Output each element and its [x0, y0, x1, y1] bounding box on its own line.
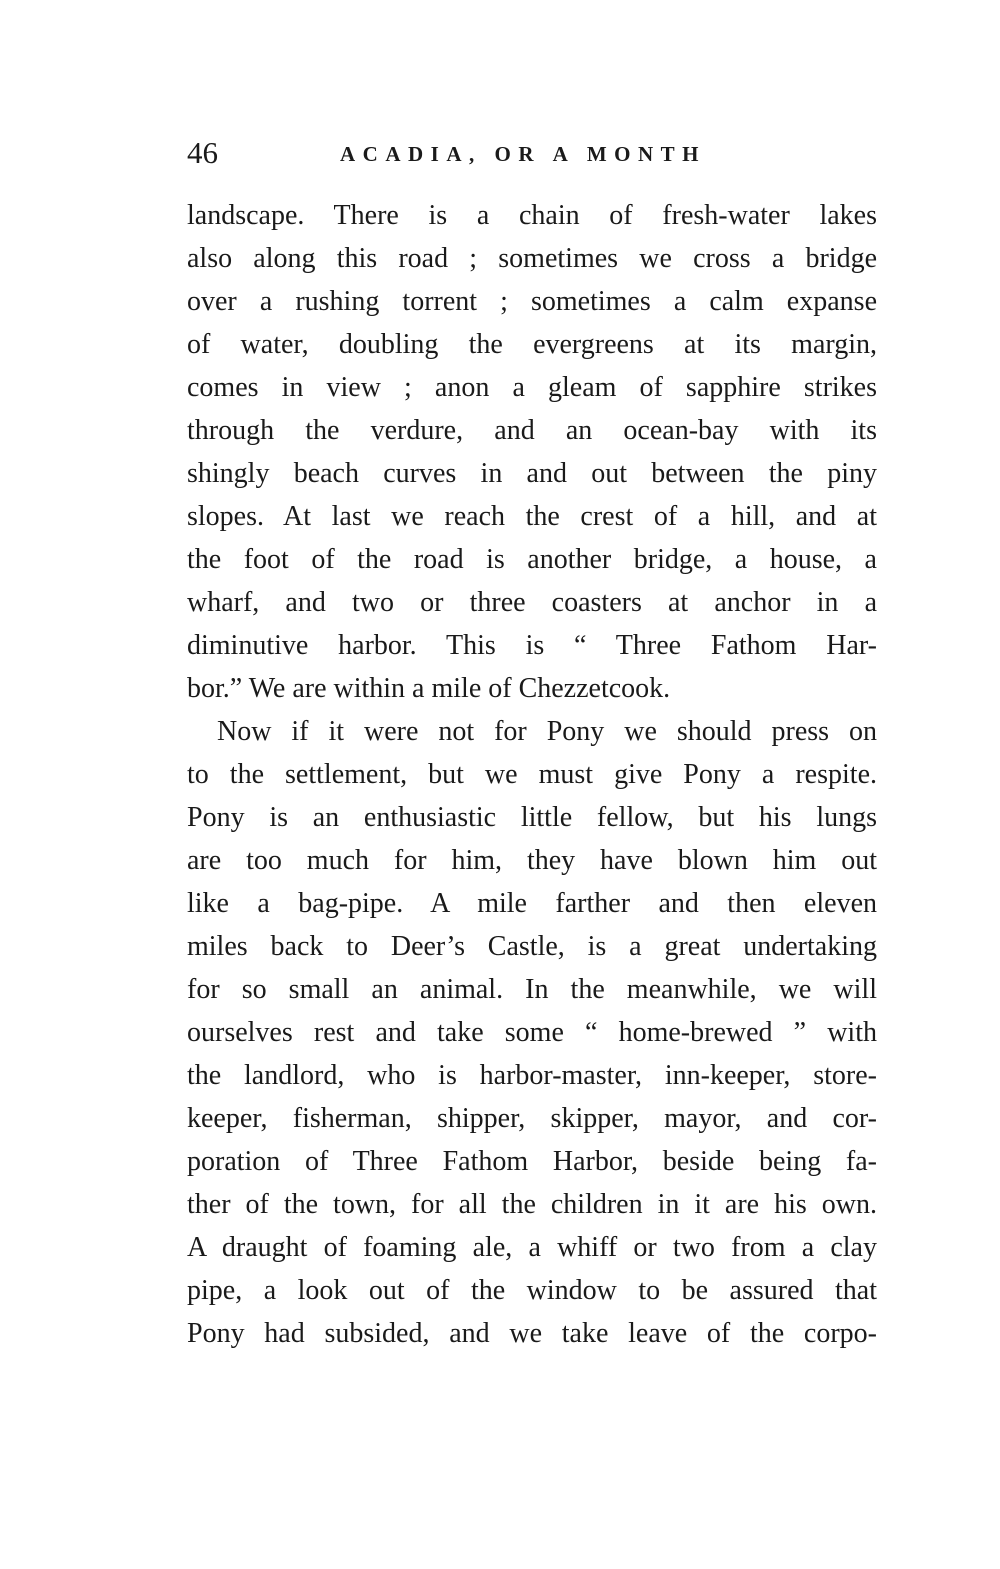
body-text — [187, 194, 877, 1355]
text-line: ourselves rest and take some “ home-brewed ” with — [187, 1017, 877, 1048]
running-head — [187, 133, 877, 173]
text-line: like a bag-pipe. A mile farther and then eleven — [187, 888, 877, 919]
text-line: bor.” We are within a mile of Chezzetcook. — [187, 673, 671, 704]
text-line: the landlord, who is harbor-master, inn-keeper, store- — [187, 1060, 877, 1091]
text-line: Now if it were not for Pony we should press on — [217, 716, 877, 747]
text-line: comes in view ; anon a gleam of sapphire strikes — [187, 372, 877, 403]
text-line: Pony had subsided, and we take leave of the corpo- — [187, 1318, 877, 1349]
text-line: A draught of foaming ale, a whiff or two from a clay — [187, 1232, 877, 1263]
text-line: also along this road ; sometimes we cross a bridge — [187, 243, 877, 274]
text-line: over a rushing torrent ; sometimes a calm expanse — [187, 286, 877, 317]
text-line: Pony is an enthusiastic little fellow, but his lungs — [187, 802, 877, 833]
text-line: miles back to Deer’s Castle, is a great undertaking — [187, 931, 877, 962]
text-line: through the verdure, and an ocean-bay with its — [187, 415, 877, 446]
text-line: ther of the town, for all the children in it are his own. — [187, 1189, 877, 1220]
text-line: to the settlement, but we must give Pony a respite. — [187, 759, 877, 790]
page-number: 46 — [187, 135, 218, 170]
running-title: ACADIA, OR A MONTH — [340, 142, 707, 166]
text-line: poration of Three Fathom Harbor, beside being fa- — [187, 1146, 877, 1177]
text-line: landscape. There is a chain of fresh-water lakes — [187, 200, 877, 231]
text-line: keeper, fisherman, shipper, skipper, mayor, and cor- — [187, 1103, 877, 1134]
text-line: slopes. At last we reach the crest of a hill, and at — [187, 501, 877, 532]
text-line: of water, doubling the evergreens at its margin, — [187, 329, 877, 360]
text-line: for so small an animal. In the meanwhile, we will — [187, 974, 877, 1005]
text-line: pipe, a look out of the window to be assured that — [187, 1275, 877, 1306]
text-line: are too much for him, they have blown him out — [187, 845, 877, 876]
text-line: diminutive harbor. This is “ Three Fathom Har- — [187, 630, 877, 661]
text-line: shingly beach curves in and out between the piny — [187, 458, 877, 489]
text-line: wharf, and two or three coasters at anchor in a — [187, 587, 877, 618]
text-line: the foot of the road is another bridge, a house, a — [187, 544, 877, 575]
